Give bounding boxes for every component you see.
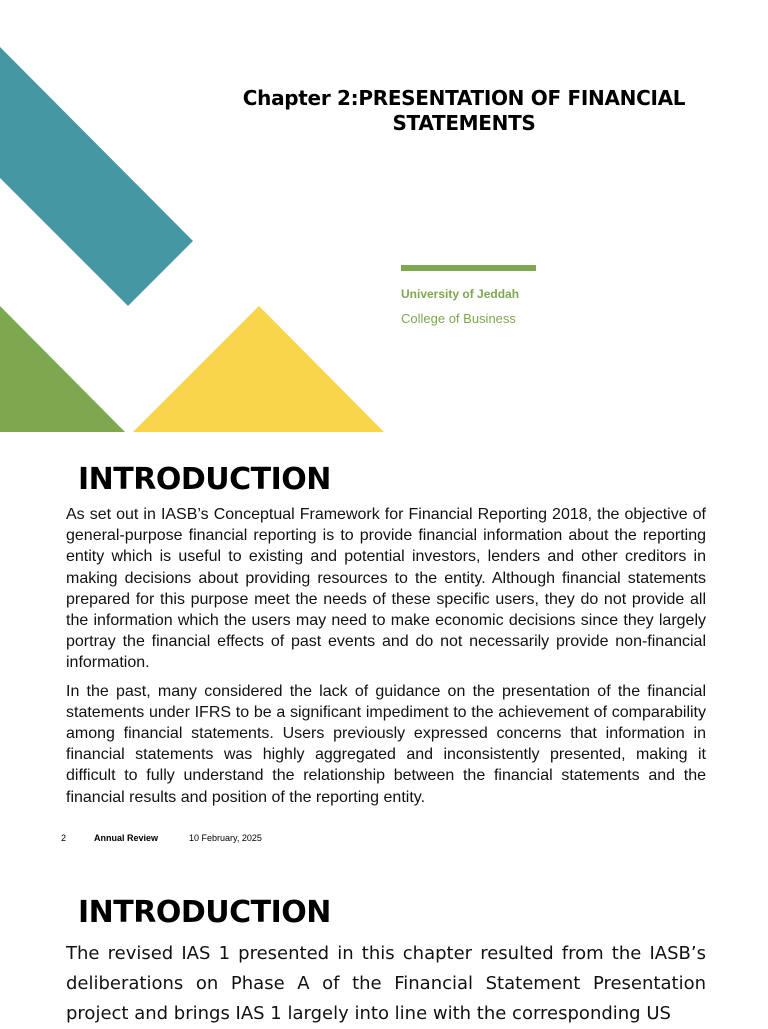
green-triangle	[0, 306, 125, 432]
chapter-title-line-1: Chapter 2:PRESENTATION OF FINANCIAL	[242, 86, 686, 110]
page-number: 2	[61, 833, 67, 843]
introduction-paragraph-1: As set out in IASB’s Conceptual Framework for Financial Reporting 2018, the objective of general-purpose financial reporting is to provide financial information about the reporting entity which is useful to existing and potential investors, lenders and other creditors in making decisions about providing resources to the entity. Although financial statements prepared for this purpose meet the needs of these specific users, they do not provide all the information which the users may need to make economic decisions since they largely portray the financial effects of past events and do not necessarily provide non-financial information.	[66, 506, 706, 672]
introduction-2-paragraph: The revised IAS 1 presented in this chapter resulted from the IASB’s deliberations on Phase A of the Financial Statement Presentation project and brings IAS 1 largely into line with the corresponding US	[66, 943, 706, 1024]
introduction-heading: INTRODUCTION	[78, 462, 331, 497]
introduction-body-2	[66, 939, 706, 1029]
green-divider	[401, 265, 536, 271]
chapter-title	[200, 86, 728, 136]
decorative-shapes	[0, 0, 400, 440]
chapter-title-line-2: STATEMENTS	[392, 111, 536, 135]
introduction-heading-2: INTRODUCTION	[78, 895, 331, 930]
university-name: University of Jeddah	[401, 287, 520, 301]
footer-date: 10 February, 2025	[189, 833, 262, 843]
introduction-body	[66, 504, 706, 815]
teal-diagonal-band	[0, 47, 193, 306]
footer-label: Annual Review	[94, 833, 159, 843]
yellow-triangle	[133, 306, 384, 432]
introduction-paragraph-2: In the past, many considered the lack of guidance on the presentation of the financial statements under IFRS to be a significant impediment to the achievement of comparability among financial statements. Users previously expressed concerns that information in financial statements was highly aggregated and inconsistently presented, making it difficult to fully understand the relationship between the financial statements and the financial results and position of the reporting entity.	[66, 682, 706, 806]
college-name: College of Business	[401, 311, 516, 326]
